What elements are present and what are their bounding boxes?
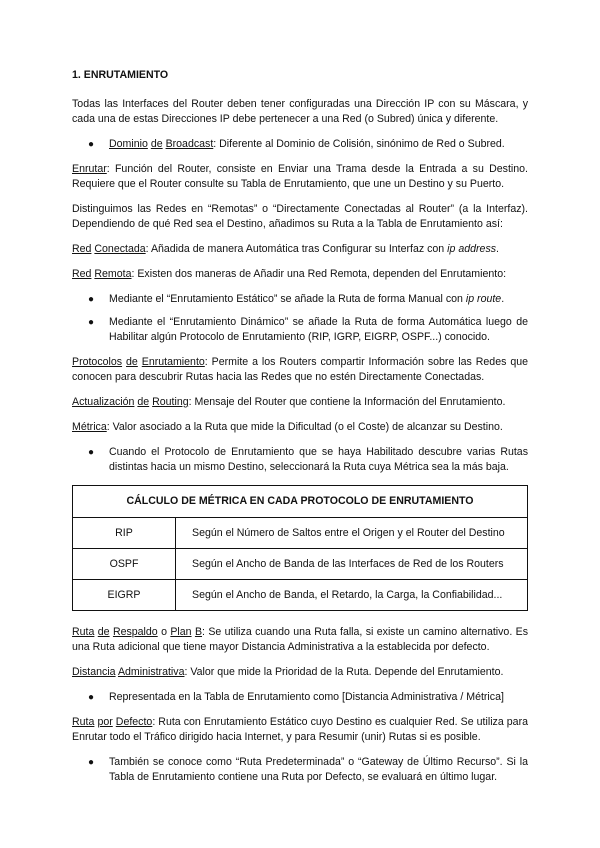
bullet-icon: ● <box>88 294 95 305</box>
description-cell: Según el Ancho de Banda, el Retardo, la Carga, la Confiabilidad... <box>176 580 528 611</box>
respaldo-paragraph: Ruta de Respaldo o Plan B: Se utiliza cuando una Ruta falla, si existe un camino alternativo. Es una Ruta adicional que tiene mayor Distancia Administrativa a la establecida por defecto. <box>72 626 528 653</box>
metric-table <box>72 485 528 611</box>
table-header: CÁLCULO DE MÉTRICA EN CADA PROTOCOLO DE ENRUTAMIENTO <box>73 486 528 518</box>
redes-paragraph: Distinguimos las Redes en “Remotas” o “Directamente Conectadas al Router” (a la Interfaz). Dependiendo de qué Red sea el Destino, añadimos su Ruta a la Tabla de Enrutamiento así: <box>72 203 528 230</box>
red-remota-list <box>72 292 528 345</box>
broadcast-item: ● Dominio de Broadcast: Diferente al Dominio de Colisión, sinónimo de Red o Subred. <box>88 138 505 150</box>
protocol-cell: RIP <box>73 518 176 549</box>
protocol-cell: EIGRP <box>73 580 176 611</box>
enrutar-paragraph: Enrutar: Función del Router, consiste en Enviar una Trama desde la Entrada a su Destino. Requiere que el Router consulte su Tabla de Enrutamiento, que une un Destino y su Puerto. <box>72 163 528 190</box>
distancia-list <box>72 690 528 705</box>
table-row <box>73 518 528 549</box>
defecto-paragraph: Ruta por Defecto: Ruta con Enrutamiento Estático cuyo Destino es cualquier Red. Se utiliza para Enrutar todo el Tráfico dirigido hacia Internet, y para Resumir (unir) Rutas si es posible. <box>72 716 528 743</box>
bullet-icon: ● <box>88 317 95 328</box>
table-row <box>73 549 528 580</box>
section-title: 1. ENRUTAMIENTO <box>72 69 169 81</box>
broadcast-list <box>72 137 528 152</box>
description-cell: Según el Número de Saltos entre el Origen y el Router del Destino <box>176 518 528 549</box>
distancia-paragraph: Distancia Administrativa: Valor que mide la Prioridad de la Ruta. Depende del Enrutamiento. <box>72 666 504 678</box>
metrica-list <box>72 445 528 475</box>
dinamico-item: ● Mediante el “Enrutamiento Dinámico” se añade la Ruta de forma Automática luego de Habilitar algún Protocolo de Enrutamiento (RIP, IGRP, EIGRP, OSPF...) conocido. <box>88 316 528 343</box>
estatico-item: ● Mediante el “Enrutamiento Estático” se añade la Ruta de forma Manual con ip route. <box>88 293 505 305</box>
table-header-row <box>73 486 528 518</box>
document-content <box>72 68 528 795</box>
description-cell: Según el Ancho de Banda de las Interfaces de Red de los Routers <box>176 549 528 580</box>
bullet-icon: ● <box>88 139 95 150</box>
distancia-item: ● Representada en la Tabla de Enrutamiento como [Distancia Administrativa / Métrica] <box>88 691 504 703</box>
bullet-icon: ● <box>88 447 95 458</box>
defecto-item: ● También se conoce como “Ruta Predeterminada” o “Gateway de Último Recurso”. Si la Tabla de Enrutamiento contiene una Ruta por Defecto, se evaluará en último lugar. <box>88 756 528 783</box>
red-conectada-paragraph: Red Conectada: Añadida de manera Automática tras Configurar su Interfaz con ip address. <box>72 243 499 255</box>
protocolos-paragraph: Protocolos de Enrutamiento: Permite a los Routers compartir Información sobre las Redes que conocen para descubrir Rutas hacia las Redes que no estén Directamente Conectadas. <box>72 356 528 383</box>
red-remota-paragraph: Red Remota: Existen dos maneras de Añadir una Red Remota, dependen del Enrutamiento: <box>72 268 507 280</box>
bullet-icon: ● <box>88 757 95 768</box>
bullet-icon: ● <box>88 692 95 703</box>
actualizacion-paragraph: Actualización de Routing: Mensaje del Router que contiene la Información del Enrutamiento. <box>72 396 506 408</box>
defecto-list <box>72 755 528 785</box>
metrica-item: ● Cuando el Protocolo de Enrutamiento que se haya Habilitado descubre varias Rutas distintas hacia un mismo Destino, seleccionará la Ruta cuya Métrica sea la más baja. <box>88 446 528 473</box>
table-row <box>73 580 528 611</box>
metrica-paragraph: Métrica: Valor asociado a la Ruta que mide la Dificultad (o el Coste) de alcanzar su Destino. <box>72 421 503 433</box>
intro-paragraph: Todas las Interfaces del Router deben tener configuradas una Dirección IP con su Máscara, y cada una de estas Direcciones IP debe pertenecer a una Red (o Subred) única y diferente. <box>72 98 528 125</box>
protocol-cell: OSPF <box>73 549 176 580</box>
